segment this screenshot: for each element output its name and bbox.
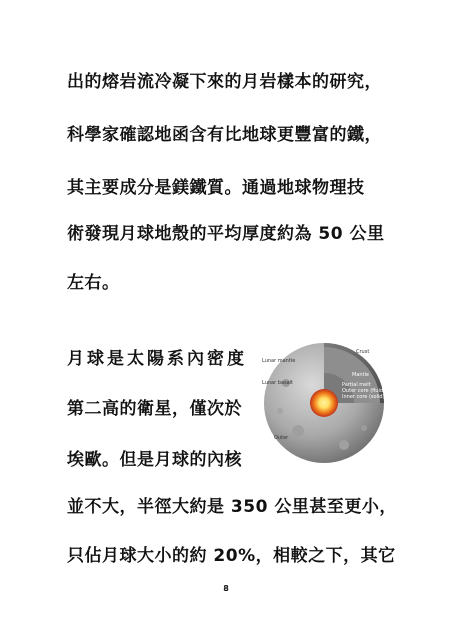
body-text-line: 埃歐。但是月球的內核 — [67, 450, 242, 470]
body-text-line: 出的熔岩流冷凝下來的月岩樣本的研究， — [67, 72, 382, 92]
label-partial-melt: Partial melt — [342, 382, 371, 388]
label-outer: Outer — [274, 435, 289, 441]
body-text-line: 術發現月球地殼的平均厚度約為 50 公里 — [67, 224, 385, 244]
moon-core — [310, 389, 338, 417]
label-lunar-mantle: Lunar mantle — [262, 358, 296, 364]
label-mantle: Mantle — [352, 372, 369, 378]
label-outer-core: Outer core (fluid) — [342, 388, 385, 394]
body-text-line: 第二高的衛星，僅次於 — [67, 399, 242, 419]
body-text-line: 月球是太陽系內密度 — [67, 349, 247, 369]
moon-cutaway-figure — [256, 333, 392, 469]
label-inner-core: Inner core (solid) — [342, 394, 385, 400]
body-text-line: 並不大，半徑大約是 350 公里甚至更小， — [67, 497, 397, 517]
body-text-line: 左右。 — [67, 273, 120, 293]
page-number: 8 — [223, 584, 229, 593]
body-text-line: 科學家確認地函含有比地球更豐富的鐵， — [67, 125, 382, 145]
moon-cutaway-illustration — [256, 333, 392, 469]
label-lunar-basalt: Lunar basalt — [262, 380, 294, 386]
label-crust: Crust — [356, 349, 370, 355]
body-text-line: 只佔月球大小的約 20%，相較之下，其它 — [67, 546, 396, 566]
body-text-line: 其主要成分是鎂鐵質。通過地球物理技 — [67, 178, 365, 198]
